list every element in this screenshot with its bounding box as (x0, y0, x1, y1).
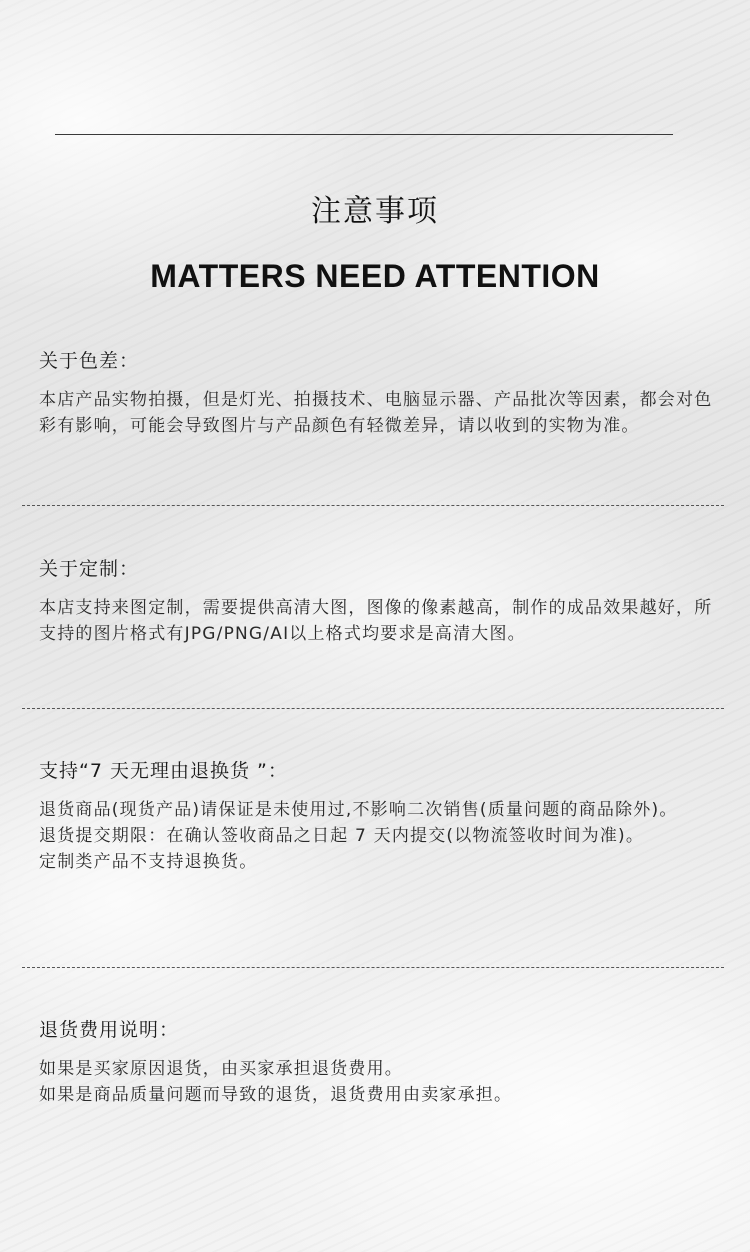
section-heading: 支持“7 天无理由退换货 ”： (39, 760, 288, 782)
section-heading: 关于定制： (39, 558, 140, 580)
section-return-fees (39, 1015, 719, 1108)
top-rule (55, 134, 673, 135)
section-color-difference (39, 346, 719, 439)
body-line: 定制类产品不支持退换货。 (39, 852, 258, 872)
section-body (39, 797, 719, 875)
body-line: 本店支持来图定制，需要提供高清大图，图像的像素越高，制作的成品效果越好，所支持的图片格式有JPG/PNG/AI以上格式均要求是高清大图。 (39, 598, 713, 644)
section-heading: 关于色差： (39, 350, 140, 372)
section-body (39, 595, 719, 647)
section-body (39, 1056, 719, 1108)
dashed-divider (22, 967, 724, 968)
page-subtitle: MATTERS NEED ATTENTION (150, 258, 600, 294)
page-title: 注意事项 (311, 194, 439, 229)
body-line: 如果是商品质量问题而导致的退货，退货费用由卖家承担。 (39, 1085, 513, 1105)
section-returns-policy (39, 756, 719, 875)
section-heading: 退货费用说明： (39, 1019, 180, 1041)
dashed-divider (22, 708, 724, 709)
body-line: 退货提交期限：在确认签收商品之日起 7 天内提交(以物流签收时间为准)。 (39, 826, 645, 846)
body-line: 如果是买家原因退货，由买家承担退货费用。 (39, 1059, 403, 1079)
dashed-divider (22, 505, 724, 506)
section-body (39, 387, 719, 439)
body-line: 本店产品实物拍摄，但是灯光、拍摄技术、电脑显示器、产品批次等因素，都会对色彩有影响，可能会导致图片与产品颜色有轻微差异，请以收到的实物为准。 (39, 390, 713, 436)
body-line: 退货商品(现货产品)请保证是未使用过,不影响二次销售(质量问题的商品除外)。 (39, 800, 678, 820)
section-customization (39, 554, 719, 647)
